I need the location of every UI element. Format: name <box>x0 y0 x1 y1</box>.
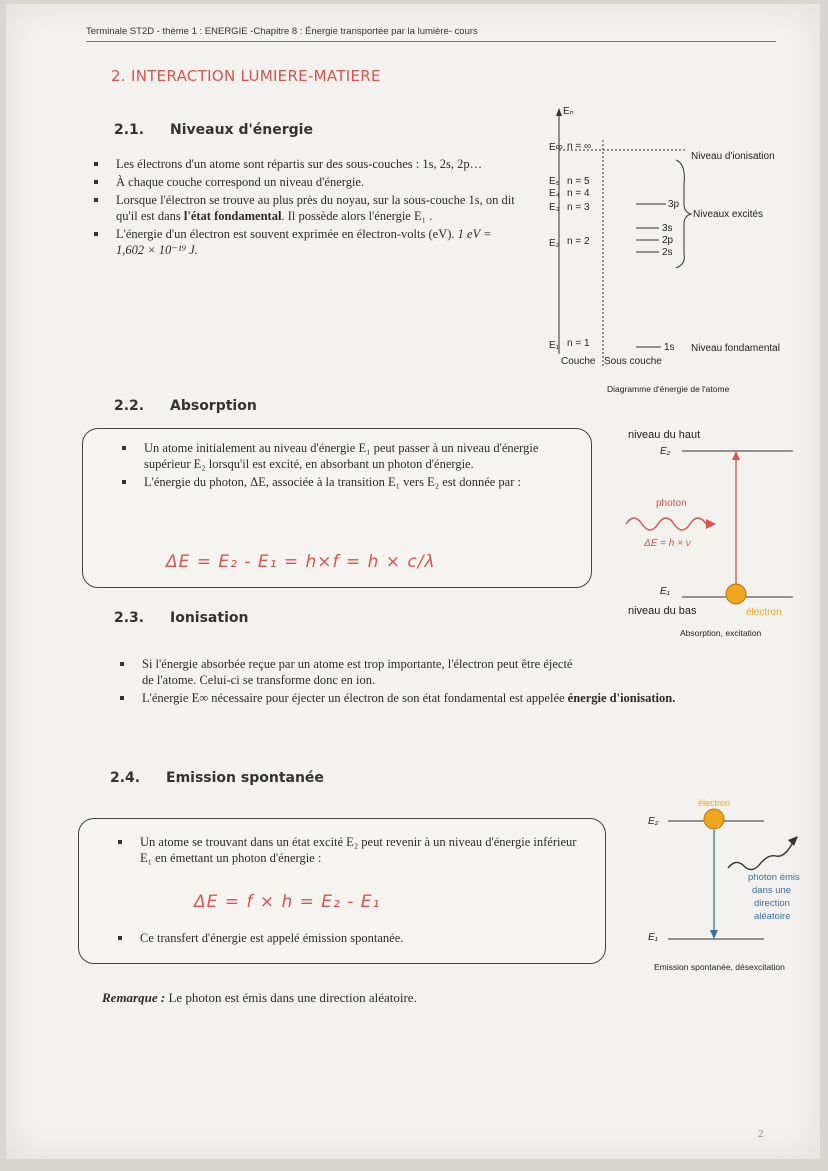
fundamental-label: Niveau fondamental <box>691 343 780 354</box>
subsection-label: Absorption <box>170 398 257 414</box>
n-label: n = 5 <box>567 176 590 187</box>
top-level-label: niveau du haut <box>628 429 701 441</box>
axis-label: Eₙ <box>563 106 574 117</box>
level-label: E₄ <box>549 188 560 199</box>
n-label: n = ∞ <box>567 141 592 152</box>
photon-arrow-icon <box>788 836 798 846</box>
item-text: L'énergie d'un électron est souvent exprimée en électron-volts (eV). <box>116 227 455 241</box>
figure-caption: Emission spontanée, désexcitation <box>654 962 785 972</box>
handwritten-formula: ΔE = E₂ - E₁ = h×f = h × c/λ <box>166 552 436 572</box>
subsection-title-2-3 <box>114 610 248 626</box>
photon-caption-line: aléatoire <box>754 911 791 922</box>
photon-caption-line: photon émis <box>748 872 800 883</box>
e2-label: E₂ <box>660 446 671 457</box>
sous-couche-label: Sous couche <box>604 356 662 367</box>
energy-diagram <box>541 104 801 404</box>
ionisation-label: Niveau d'ionisation <box>691 151 775 162</box>
sublevel-label: 1s <box>664 342 675 353</box>
subsection-number: 2.4. <box>110 770 141 786</box>
remark-label: Remarque : <box>102 990 166 1005</box>
n-label: n = 3 <box>567 202 590 213</box>
subsection-label: Niveaux d'énergie <box>170 122 313 138</box>
subsection-label: Ionisation <box>170 610 249 626</box>
emission-list <box>114 834 584 868</box>
electron-label: électron <box>746 607 782 618</box>
list-item <box>90 226 520 258</box>
brace-icon <box>676 160 691 268</box>
n-label: n = 1 <box>567 338 590 349</box>
subsection-number: 2.2. <box>114 398 145 414</box>
document-page <box>6 4 820 1159</box>
subsection-label: Emission spontanée <box>166 770 324 786</box>
ionisation-list <box>116 656 752 708</box>
item-text: Lorsque l'électron se trouve au plus près du noyau, sur la sous-couche 1s, on dit qu'il est dans <box>116 193 515 223</box>
electron-icon <box>726 584 746 604</box>
subsection-title-2-1 <box>114 122 313 138</box>
list-item: Un atome initialement au niveau d'énergie E₁ peut passer à un niveau d'énergie supérieur E₂ lorsqu'il est excité, en absorbant un photon d'énergie. <box>118 440 580 472</box>
sublevel-label: 3s <box>662 223 673 234</box>
bold-term: énergie d'ionisation. <box>567 691 676 705</box>
excited-label: Niveaux excités <box>693 209 764 220</box>
list-item: À chaque couche correspond un niveau d'énergie. <box>90 174 520 190</box>
figure-caption: Absorption, excitation <box>680 628 762 638</box>
remark-text: Le photon est émis dans une direction aléatoire. <box>165 990 417 1005</box>
emission-figure <box>644 794 820 979</box>
list-item: Ce transfert d'énergie est appelé émission spontanée. <box>114 930 584 946</box>
electron-icon <box>704 809 724 829</box>
level-label: E₃ <box>549 202 560 213</box>
e1-label: E₁ <box>660 586 670 597</box>
electron-label: électron <box>698 798 731 808</box>
axis-arrow-icon <box>556 108 562 116</box>
list-item <box>116 690 752 706</box>
couche-label: Couche <box>561 356 596 367</box>
e1-label: E₁ <box>648 932 658 943</box>
arrow-head-icon <box>710 930 718 939</box>
diagram-caption: Diagramme d'énergie de l'atome <box>607 384 730 394</box>
subsection-number: 2.3. <box>114 610 145 626</box>
absorption-list <box>118 440 580 492</box>
page-number: 2 <box>758 1128 764 1140</box>
subsection-title-2-2 <box>114 398 257 414</box>
subsection-number: 2.1. <box>114 122 145 138</box>
arrow-head-icon <box>732 451 740 460</box>
absorption-figure <box>618 424 818 644</box>
photon-caption-line: direction <box>754 898 790 909</box>
subsection-title-2-4 <box>110 770 324 786</box>
remark <box>102 990 417 1006</box>
section-title: 2. INTERACTION LUMIERE-MATIERE <box>111 67 381 85</box>
level-label: E∞ <box>549 142 563 153</box>
level-label: E₁ <box>549 340 560 351</box>
bottom-level-label: niveau du bas <box>628 605 697 617</box>
n-label: n = 2 <box>567 236 590 247</box>
item-text: L'énergie E∞ nécessaire pour éjecter un électron de son état fondamental est appelée <box>142 691 565 705</box>
photon-caption-line: dans une <box>752 885 792 896</box>
bold-term: l'état fondamental <box>183 209 282 223</box>
ev-formula: 1 eV = 1,602 × 10⁻¹⁹ J. <box>116 227 492 257</box>
photon-wave-icon <box>626 518 706 530</box>
e2-label: E₂ <box>648 816 659 827</box>
level-label: E₂ <box>549 238 560 249</box>
sublevel-label: 2s <box>662 247 673 258</box>
n-label: n = 4 <box>567 188 590 199</box>
list-item <box>90 192 520 224</box>
list-item: Un atome se trouvant dans un état excité E₂ peut revenir à un niveau d'énergie inférieur E₁ en émettant un photon d'énergie : <box>114 834 584 866</box>
level-label: E₅ <box>549 176 560 187</box>
page-header: Terminale ST2D - thème 1 : ENERGIE -Chapitre 8 : Énergie transportée par la lumière- cours <box>86 26 776 42</box>
sublevel-label: 3p <box>668 199 680 210</box>
energy-levels-list <box>90 156 520 260</box>
photon-label: photon <box>656 498 687 509</box>
photon-energy-formula: ΔE = h × ν <box>644 538 691 549</box>
list-item: Les électrons d'un atome sont répartis sur des sous-couches : 1s, 2s, 2p… <box>90 156 520 172</box>
handwritten-formula: ΔE = f × h = E₂ - E₁ <box>194 892 381 912</box>
sublevel-label: 2p <box>662 235 674 246</box>
photon-arrow-icon <box>706 519 716 529</box>
item-text: . Il possède alors l'énergie E₁ . <box>281 209 433 223</box>
photon-wave-icon <box>728 844 792 870</box>
emission-list-2 <box>114 930 584 948</box>
list-item: Si l'énergie absorbée reçue par un atome est trop importante, l'électron peut être éjecté de l'atome. Celui-ci se transforme donc en ion. <box>116 656 582 688</box>
list-item: L'énergie du photon, ΔE, associée à la transition E₁ vers E₂ est donnée par : <box>118 474 580 490</box>
